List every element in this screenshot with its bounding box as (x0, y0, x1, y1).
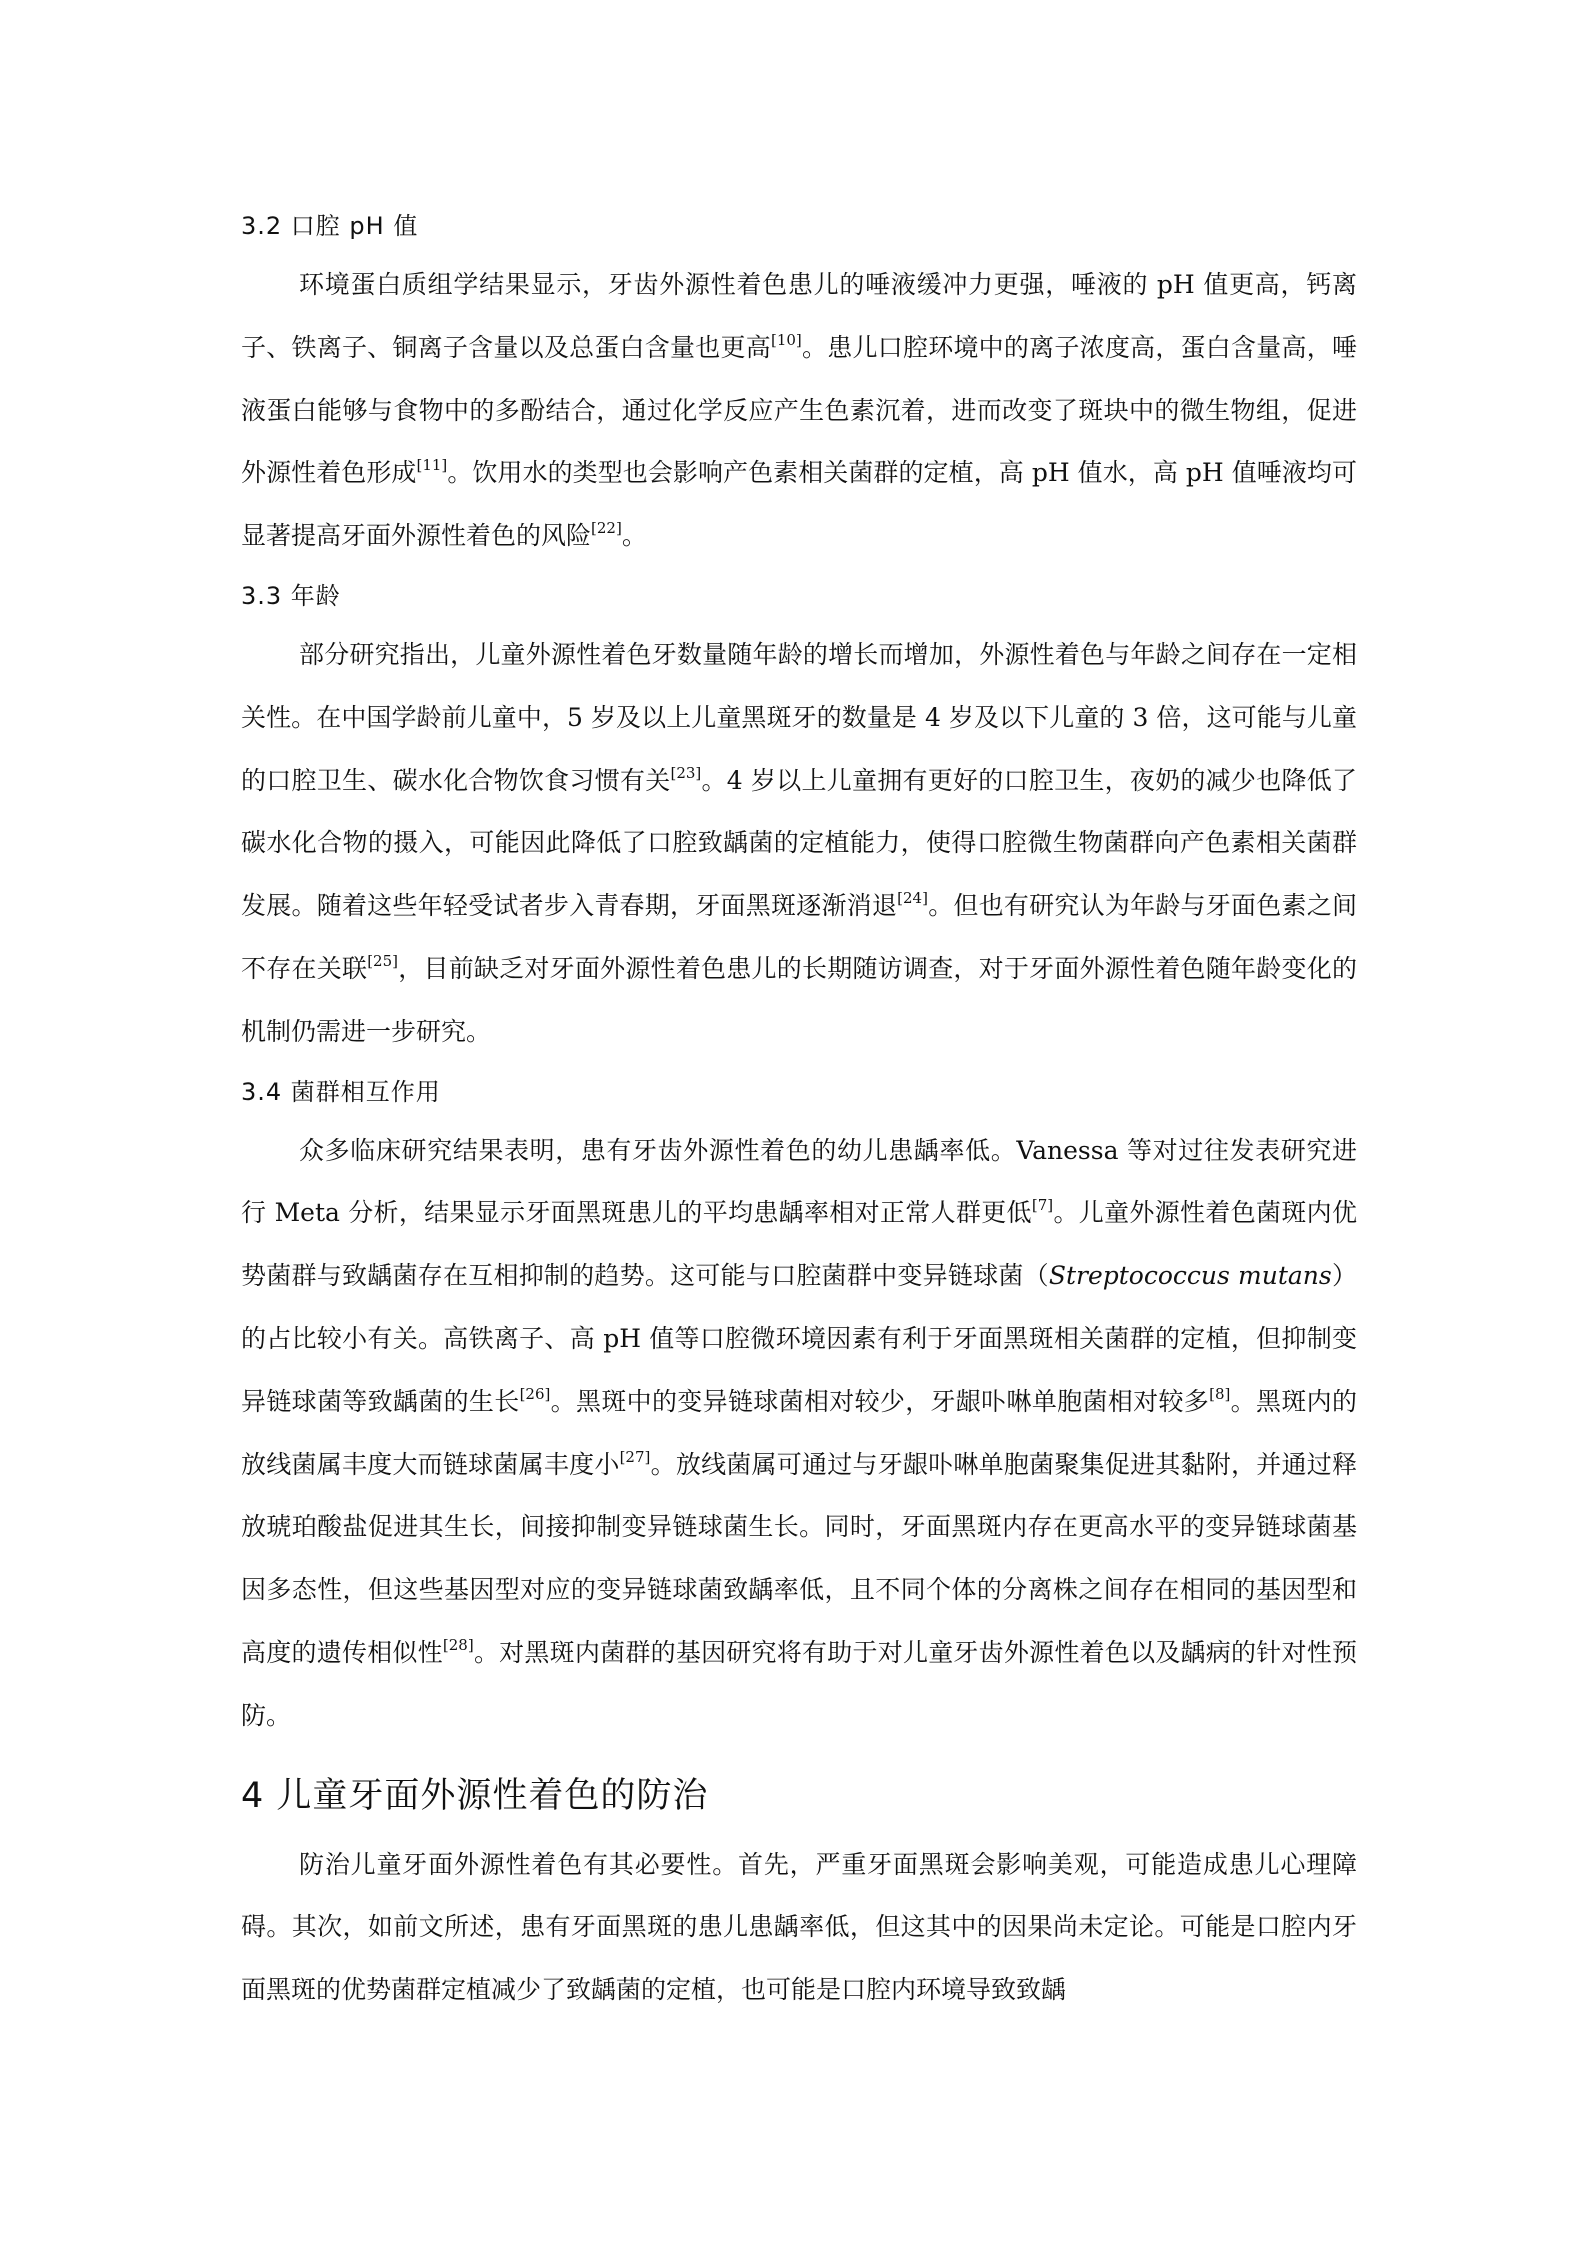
text-run: 部分研究指出，儿童外源性着色牙数量随年龄的增长而增加，外源性着色与年龄之间存在一定相关性。在中国学龄前儿童中，5 岁及以上儿童黑斑牙的数量是 4 岁及以下儿童的 3 倍，这可能与儿童的口腔卫生、碳水化合物饮食习惯有关 (241, 639, 1357, 795)
section-heading-4: 4 儿童牙面外源性着色的防治 (241, 1775, 709, 1816)
paragraph-3-4 (241, 1120, 1357, 1748)
citation-8: [8] (1209, 1384, 1231, 1403)
paragraph-3-2 (241, 254, 1357, 568)
citation-25: [25] (367, 951, 398, 970)
section-heading-3-3: 3.3 年龄 (241, 581, 341, 610)
page-content (241, 198, 1357, 2022)
text-run: ）的占比较小有关。高铁离子、高 pH 值等口腔微环境因素有利于牙面黑斑相关菌群的定植，但抑制变异链球菌等致龋菌的生长 (241, 1261, 1357, 1416)
citation-11: [11] (416, 456, 448, 475)
citation-24: [24] (897, 889, 928, 908)
text-run: 。饮用水的类型也会影响产色素相关菌群的定植，高 pH 值水，高 pH 值唾液均可显著提高牙面外源性着色的风险 (241, 458, 1357, 551)
text-run: 。但也有研究认为年龄与牙面色素之间不存在关联 (241, 891, 1357, 983)
citation-28: [28] (442, 1635, 474, 1654)
text-run: 众多临床研究结果表明，患有牙齿外源性着色的幼儿患龋率低。Vanessa 等对过往发表研究进行 Meta 分析，结果显示牙面黑斑患儿的平均患龋率相对正常人群更低 (241, 1135, 1357, 1228)
section-heading-3-2: 3.2 口腔 pH 值 (241, 212, 419, 240)
citation-27: [27] (619, 1447, 651, 1466)
citation-10: [10] (770, 330, 802, 349)
text-run: 。患儿口腔环境中的离子浓度高，蛋白含量高，唾液蛋白能够与食物中的多酚结合，通过化学反应产生色素沉着，进而改变了斑块中的微生物组，促进外源性着色形成 (241, 332, 1357, 488)
text-run: 。黑斑内的放线菌属丰度大而链球菌属丰度小 (241, 1386, 1357, 1479)
citation-23: [23] (670, 763, 702, 782)
paragraph-3-3 (241, 624, 1357, 1064)
text-run: 环境蛋白质组学结果显示，牙齿外源性着色患儿的唾液缓冲力更强，唾液的 pH 值更高，钙离子、铁离子、铜离子含量以及总蛋白含量也更高 (241, 270, 1357, 362)
text-run: ，目前缺乏对牙面外源性着色患儿的长期随访调查，对于牙面外源性着色随年龄变化的机制仍需进一步研究。 (241, 953, 1357, 1046)
text-run: 。放线菌属可通过与牙龈卟啉单胞菌聚集促进其黏附，并通过释放琥珀酸盐促进其生长，间接抑制变异链球菌生长。同时，牙面黑斑内存在更高水平的变异链球菌基因多态性，但这些基因型对应的变异链球菌致龋率低，且不同个体的分离株之间存在相同的基因型和高度的遗传相似性 (241, 1449, 1357, 1667)
citation-7: [7] (1031, 1196, 1054, 1215)
paragraph-4: 防治儿童牙面外源性着色有其必要性。首先，严重牙面黑斑会影响美观，可能造成患儿心理障碍。其次，如前文所述，患有牙面黑斑的患儿患龋率低，但这其中的因果尚未定论。可能是口腔内牙面黑斑的优势菌群定植减少了致龋菌的定植，也可能是口腔内环境导致致龋 (241, 1849, 1357, 2005)
text-run: 。黑斑中的变异链球菌相对较少，牙龈卟啉单胞菌相对较多 (550, 1386, 1210, 1416)
citation-22: [22] (591, 519, 622, 538)
text-run: 。 (621, 521, 647, 551)
text-run: 。儿童外源性着色菌斑内优势菌群与致龋菌存在互相抑制的趋势。这可能与口腔菌群中变异链球菌（ (241, 1198, 1357, 1291)
species-name: Streptococcus mutans (1048, 1261, 1332, 1291)
citation-26: [26] (519, 1384, 551, 1403)
section-heading-3-4: 3.4 菌群相互作用 (241, 1077, 441, 1106)
text-run: 。4 岁以上儿童拥有更好的口腔卫生，夜奶的减少也降低了碳水化合物的摄入，可能因此降低了口腔致龋菌的定植能力，使得口腔微生物菌群向产色素相关菌群发展。随着这些年轻受试者步入青春期，牙面黑斑逐渐消退 (241, 765, 1357, 921)
text-run: 。对黑斑内菌群的基因研究将有助于对儿童牙齿外源性着色以及龋病的针对性预防。 (241, 1637, 1357, 1730)
